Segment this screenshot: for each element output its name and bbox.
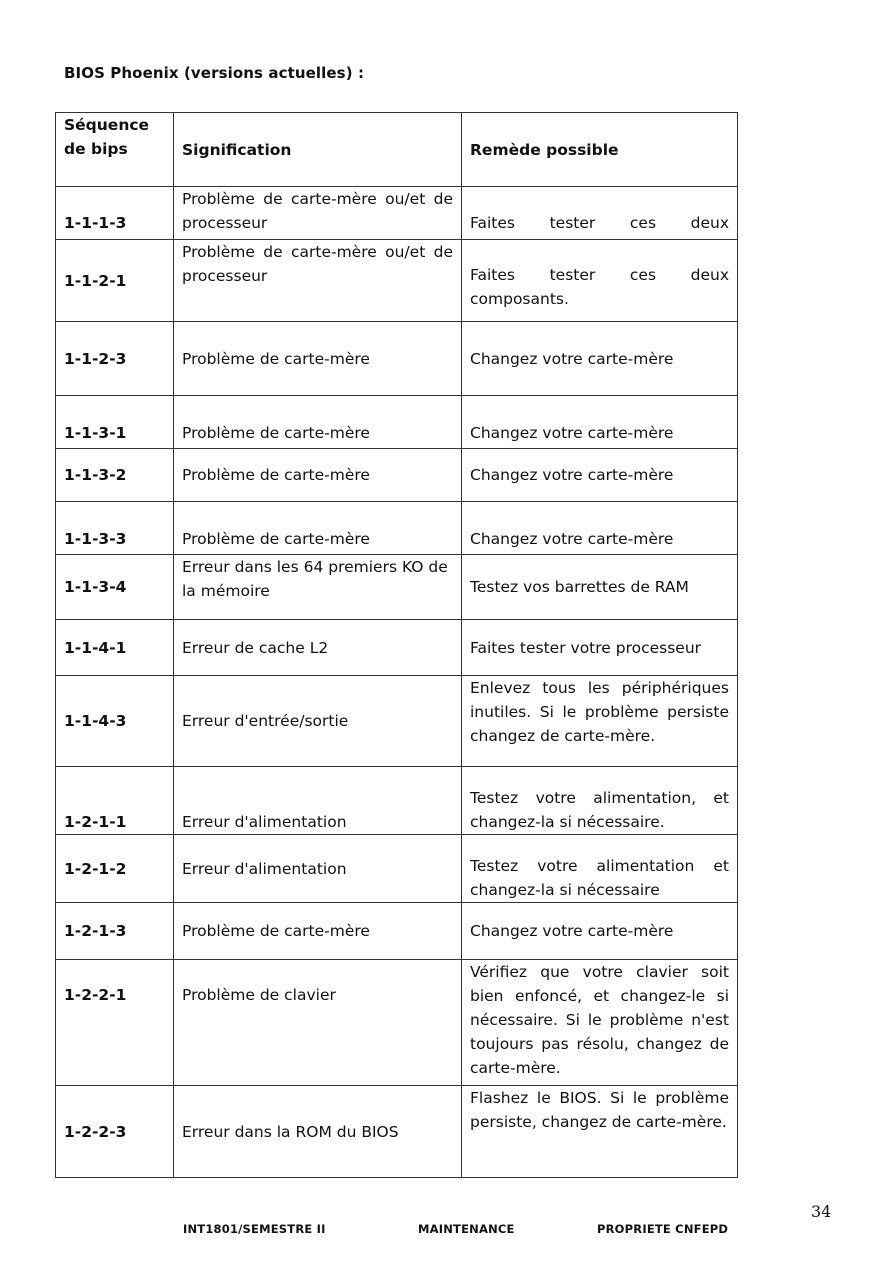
row-sequence: 1-1-4-3 — [56, 676, 174, 767]
table-row — [56, 767, 738, 835]
table-header-row — [56, 113, 738, 187]
row-meaning: Problème de carte-mère — [174, 502, 462, 555]
row-sequence: 1-1-4-1 — [56, 620, 174, 676]
table-row — [56, 620, 738, 676]
table-row — [56, 835, 738, 903]
row-remedy: Testez vos barrettes de RAM — [462, 555, 738, 620]
row-meaning: Problème de clavier — [174, 960, 462, 1086]
row-sequence: 1-1-2-3 — [56, 322, 174, 396]
row-meaning: Erreur d'entrée/sortie — [174, 676, 462, 767]
row-sequence: 1-2-2-3 — [56, 1086, 174, 1178]
table-row — [56, 903, 738, 960]
row-meaning: Erreur de cache L2 — [174, 620, 462, 676]
row-remedy: Faites tester ces deux composants. — [462, 240, 738, 322]
row-remedy: Changez votre carte-mère — [462, 903, 738, 960]
row-remedy: Changez votre carte-mère — [462, 322, 738, 396]
row-remedy: Enlevez tous les périphériques inutiles. Si le problème persiste changez de carte-mère. — [462, 676, 738, 767]
row-meaning: Erreur dans les 64 premiers KO de la mémoire — [174, 555, 462, 620]
table-row — [56, 555, 738, 620]
row-remedy: Flashez le BIOS. Si le problème persiste, changez de carte-mère. — [462, 1086, 738, 1178]
row-remedy: Testez votre alimentation et changez-la si nécessaire — [462, 835, 738, 903]
header-meaning: Signification — [174, 113, 462, 187]
row-sequence: 1-1-2-1 — [56, 240, 174, 322]
row-meaning: Erreur d'alimentation — [174, 835, 462, 903]
row-sequence: 1-1-3-2 — [56, 449, 174, 502]
row-meaning: Problème de carte-mère ou/et de processeur — [174, 187, 462, 240]
row-meaning: Problème de carte-mère — [174, 396, 462, 449]
row-sequence: 1-1-3-4 — [56, 555, 174, 620]
row-sequence: 1-2-1-1 — [56, 767, 174, 835]
row-meaning: Problème de carte-mère — [174, 903, 462, 960]
row-sequence: 1-2-1-2 — [56, 835, 174, 903]
row-sequence: 1-1-3-3 — [56, 502, 174, 555]
footer-course-code: INT1801/SEMESTRE II — [183, 1222, 326, 1236]
row-remedy: Changez votre carte-mère — [462, 502, 738, 555]
row-remedy: Changez votre carte-mère — [462, 396, 738, 449]
row-sequence: 1-1-3-1 — [56, 396, 174, 449]
table-row — [56, 1086, 738, 1178]
header-sequence: Séquence de bips — [56, 113, 174, 187]
row-meaning: Erreur d'alimentation — [174, 767, 462, 835]
row-remedy: Testez votre alimentation, et changez-la si nécessaire. — [462, 767, 738, 835]
beep-code-table — [55, 112, 738, 1178]
row-meaning: Problème de carte-mère — [174, 449, 462, 502]
table-row — [56, 676, 738, 767]
table-row — [56, 240, 738, 322]
table-row — [56, 502, 738, 555]
table-row — [56, 187, 738, 240]
table-row — [56, 449, 738, 502]
row-meaning: Erreur dans la ROM du BIOS — [174, 1086, 462, 1178]
table-row — [56, 960, 738, 1086]
row-meaning: Problème de carte-mère — [174, 322, 462, 396]
footer-ownership: PROPRIETE CNFEPD — [597, 1222, 729, 1236]
row-sequence: 1-1-1-3 — [56, 187, 174, 240]
row-remedy: Changez votre carte-mère — [462, 449, 738, 502]
row-remedy: Faites tester ces deux — [462, 187, 738, 240]
row-meaning: Problème de carte-mère ou/et de processeur — [174, 240, 462, 322]
table-row — [56, 396, 738, 449]
row-sequence: 1-2-1-3 — [56, 903, 174, 960]
row-sequence: 1-2-2-1 — [56, 960, 174, 1086]
section-heading: BIOS Phoenix (versions actuelles) : — [64, 64, 365, 82]
table-row — [56, 322, 738, 396]
page-number: 34 — [811, 1202, 832, 1221]
header-remedy: Remède possible — [462, 113, 738, 187]
row-remedy: Faites tester votre processeur — [462, 620, 738, 676]
footer-subject: MAINTENANCE — [418, 1222, 515, 1236]
row-remedy: Vérifiez que votre clavier soit bien enfoncé, et changez-le si nécessaire. Si le problème n'est toujours pas résolu, changez de carte-mère. — [462, 960, 738, 1086]
